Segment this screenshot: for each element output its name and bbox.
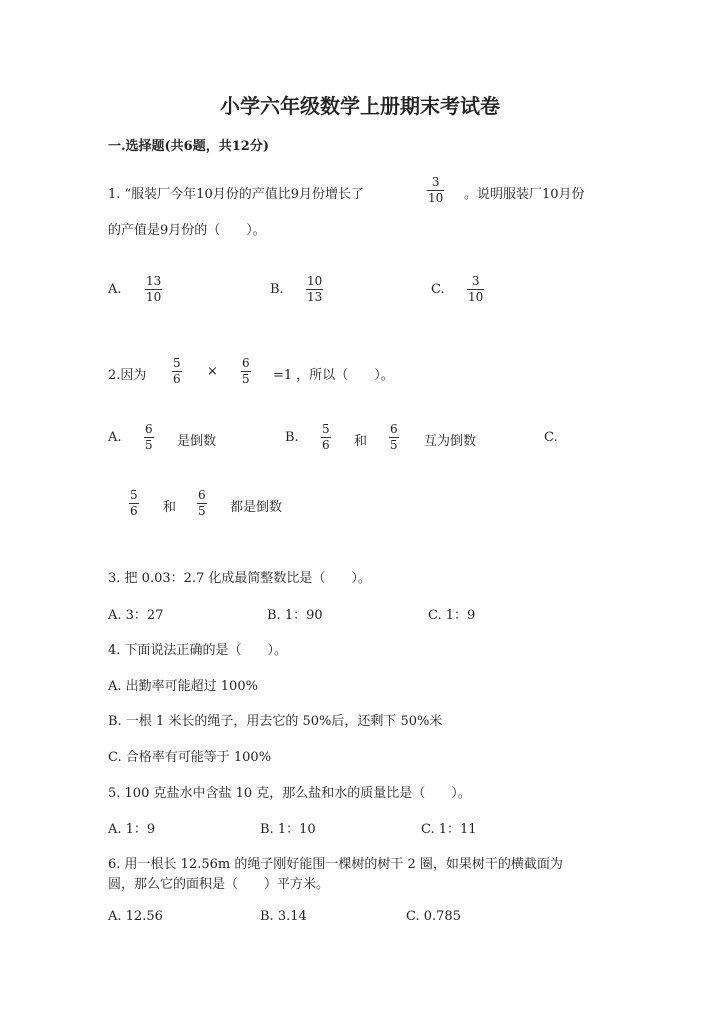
option-label: A. xyxy=(108,430,122,445)
option-label: B. xyxy=(285,430,299,445)
option-label: A. xyxy=(108,282,122,297)
q5-stem: 5. 100 克盐水中含盐 10 克，那么盐和水的质量比是（ ）。 xyxy=(108,786,471,801)
fraction-numerator: 5 xyxy=(130,488,138,502)
q6-option-b[interactable]: B. 3.14 xyxy=(260,909,307,924)
q6-option-c[interactable]: C. 0.785 xyxy=(406,909,461,924)
q4-option-c[interactable]: C. 合格率有可能等于 100% xyxy=(108,750,272,765)
q1-fraction xyxy=(427,176,444,205)
option-fraction-1 xyxy=(321,423,331,452)
q2-stem-end: =1 ，所以（ ）。 xyxy=(273,368,394,383)
option-fraction-1 xyxy=(129,489,139,518)
option-label: C. xyxy=(431,282,445,297)
option-text: 是倒数 xyxy=(177,434,217,449)
fraction-numerator: 3 xyxy=(431,175,440,189)
option-fraction xyxy=(467,275,484,304)
fraction-denominator: 5 xyxy=(198,504,206,518)
q4-stem: 4. 下面说法正确的是（ ）。 xyxy=(108,643,288,658)
fraction-numerator: 13 xyxy=(146,274,162,288)
fraction-denominator: 6 xyxy=(322,438,330,452)
fraction-denominator: 10 xyxy=(468,290,484,304)
q4-option-a[interactable]: A. 出勤率可能超过 100% xyxy=(108,679,258,694)
q6-option-a[interactable]: A. 12.56 xyxy=(108,909,163,924)
q1-stem-line1-end: 。说明服装厂10月份 xyxy=(464,187,585,202)
q5-option-b[interactable]: B. 1：10 xyxy=(260,822,316,837)
option-label: C. xyxy=(544,430,558,445)
fraction-denominator: 13 xyxy=(307,290,323,304)
q2-fraction-2 xyxy=(241,357,251,386)
fraction-numerator: 3 xyxy=(471,274,480,288)
option-fraction-2 xyxy=(197,489,207,518)
option-fraction xyxy=(145,275,162,304)
fraction-numerator: 6 xyxy=(198,488,206,502)
q4-option-b[interactable]: B. 一根 1 米长的绳子，用去它的 50%后，还剩下 50%米 xyxy=(108,714,443,729)
fraction-denominator: 6 xyxy=(173,372,181,386)
q1-stem-line2: 的产值是9月份的（ ）。 xyxy=(108,223,266,238)
q3-option-b[interactable]: B. 1：90 xyxy=(267,608,323,623)
fraction-denominator: 5 xyxy=(390,438,398,452)
q5-option-c[interactable]: C. 1：11 xyxy=(421,822,477,837)
q6-stem-line1: 6. 用一根长 12.56m 的绳子刚好能围一棵树的树干 2 圈，如果树干的横截面为 xyxy=(108,857,563,872)
q3-option-c[interactable]: C. 1：9 xyxy=(428,608,476,623)
option-and: 和 xyxy=(163,500,177,515)
fraction-denominator: 5 xyxy=(145,438,153,452)
option-and: 和 xyxy=(354,434,368,449)
fraction-denominator: 10 xyxy=(146,290,162,304)
fraction-denominator: 10 xyxy=(428,191,444,205)
fraction-numerator: 10 xyxy=(307,274,323,288)
fraction-numerator: 5 xyxy=(322,422,330,436)
option-text: 互为倒数 xyxy=(424,434,477,449)
q3-stem: 3. 把 0.03：2.7 化成最简整数比是（ ）。 xyxy=(108,571,371,586)
fraction-numerator: 6 xyxy=(145,422,153,436)
option-fraction xyxy=(306,275,323,304)
fraction-numerator: 6 xyxy=(390,422,398,436)
fraction-denominator: 5 xyxy=(242,372,250,386)
q5-option-a[interactable]: A. 1：9 xyxy=(108,822,156,837)
q1-stem-line1: 1. “服装厂今年10月份的产值比9月份增长了 xyxy=(108,187,364,202)
option-fraction xyxy=(144,423,154,452)
fraction-denominator: 6 xyxy=(130,504,138,518)
q2-fraction-1 xyxy=(172,357,182,386)
q2-stem-start: 2.因为 xyxy=(108,368,147,383)
q3-option-a[interactable]: A. 3：27 xyxy=(108,608,164,623)
times-sign: × xyxy=(207,364,218,379)
section-heading: 一.选择题(共6题，共12分) xyxy=(108,139,269,154)
option-fraction-2 xyxy=(389,423,399,452)
option-label: B. xyxy=(270,282,284,297)
fraction-numerator: 6 xyxy=(242,356,250,370)
fraction-numerator: 5 xyxy=(173,356,181,370)
q6-stem-line2: 圆，那么它的面积是（ ）平方米。 xyxy=(108,877,330,892)
page-title: 小学六年级数学上册期末考试卷 xyxy=(220,94,500,118)
option-text: 都是倒数 xyxy=(230,500,283,515)
